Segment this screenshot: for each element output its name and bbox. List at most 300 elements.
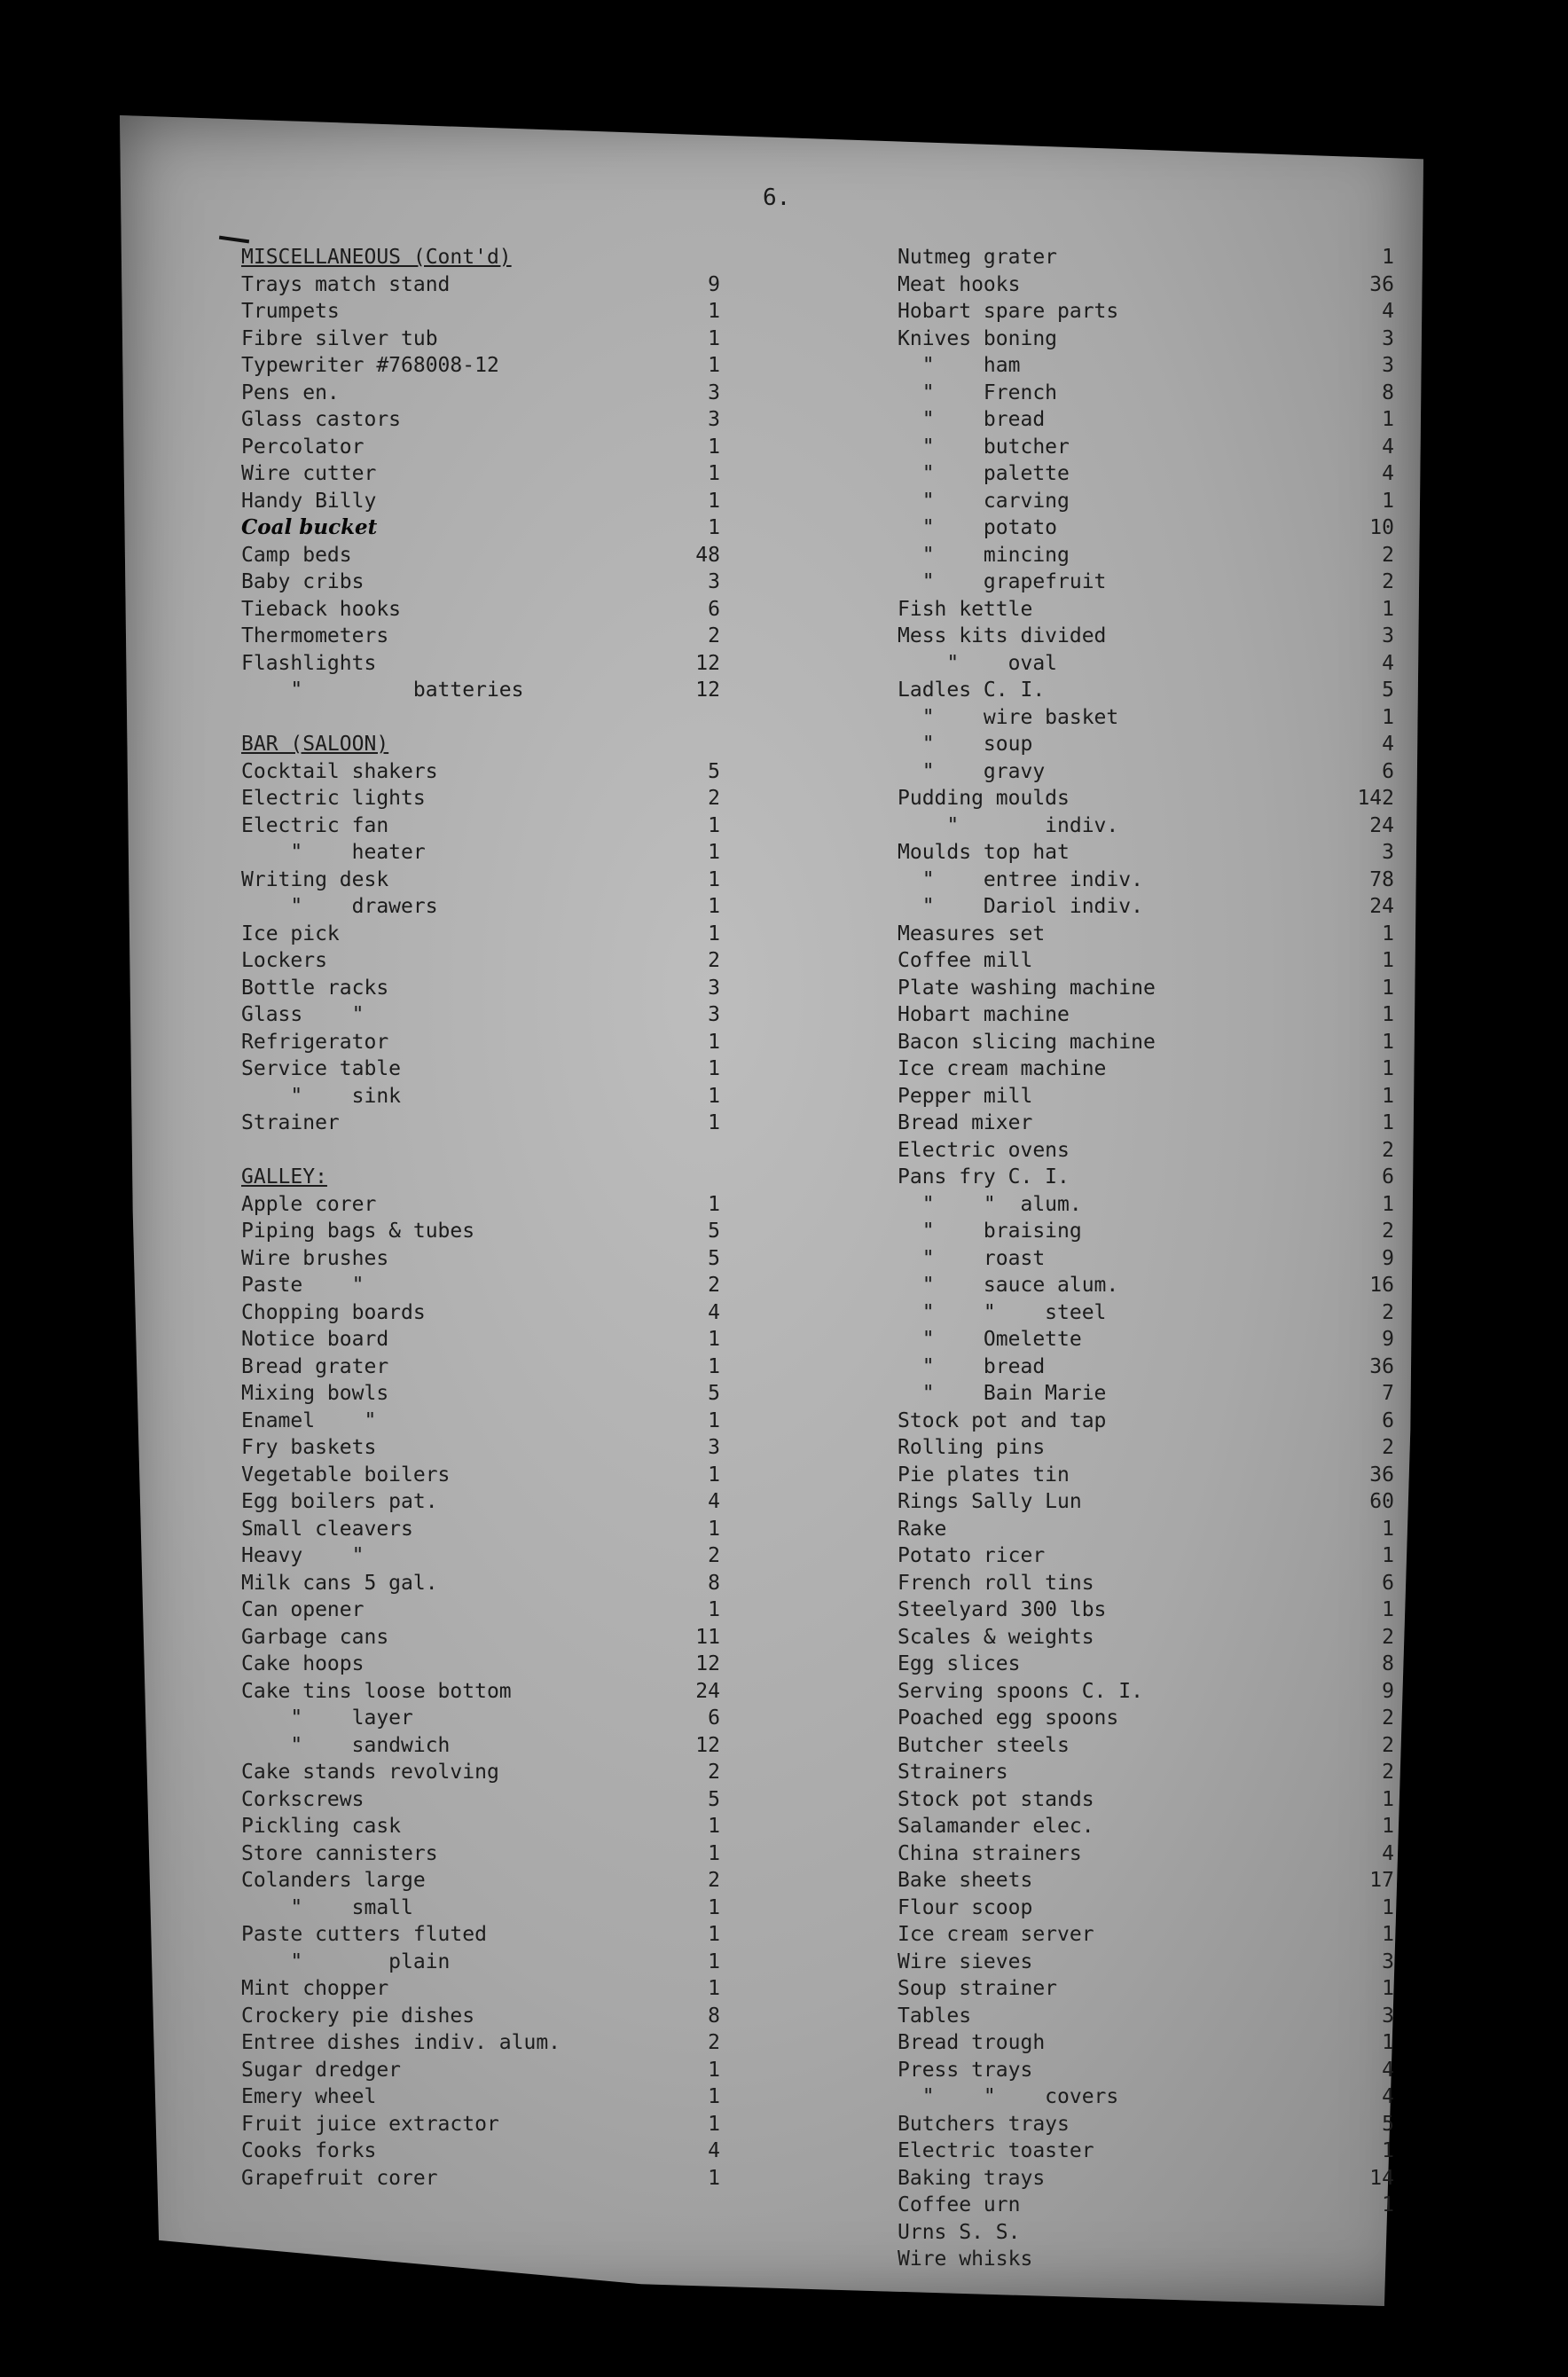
- inventory-row: [241, 514, 720, 542]
- inventory-row: [898, 1272, 1394, 1299]
- item-name: Fish kettle: [898, 597, 1033, 621]
- inventory-row: [241, 1651, 720, 1678]
- item-name: " gravy: [898, 759, 1046, 783]
- item-quantity: 1: [708, 1598, 720, 1621]
- item-name: Coal bucket: [241, 515, 378, 539]
- item-quantity: 48: [695, 543, 720, 567]
- item-name: Tieback hooks: [241, 597, 402, 621]
- item-name: Glass castors: [241, 408, 402, 431]
- item-quantity: 3: [1382, 354, 1394, 377]
- inventory-row: [241, 1678, 720, 1706]
- item-quantity: 4: [1382, 462, 1394, 485]
- item-name: Coffee urn: [898, 2193, 1021, 2216]
- item-quantity: 5: [708, 1246, 720, 1270]
- inventory-row: [898, 677, 1394, 704]
- item-quantity: 1: [1382, 1923, 1394, 1946]
- item-name: Percolator: [241, 435, 365, 459]
- inventory-row: [241, 1462, 720, 1489]
- inventory-row: [241, 1299, 720, 1327]
- item-quantity: 8: [1382, 1652, 1394, 1675]
- inventory-row: [898, 1759, 1394, 1786]
- inventory-row: [241, 758, 720, 786]
- inventory-row: [241, 1326, 720, 1353]
- item-name: Egg boilers pat.: [241, 1490, 438, 1513]
- item-name: " grapefruit: [898, 570, 1107, 593]
- item-name: " bread: [898, 408, 1046, 431]
- item-quantity: 1: [708, 1977, 720, 2000]
- item-name: Ice cream server: [898, 1923, 1094, 1946]
- item-quantity: 6: [1382, 1571, 1394, 1595]
- item-quantity: 4: [708, 1300, 720, 1324]
- item-quantity: 1: [1382, 1517, 1394, 1541]
- inventory-row: [241, 2138, 720, 2165]
- item-quantity: 12: [695, 651, 720, 675]
- item-quantity: 1: [1382, 1192, 1394, 1216]
- item-name: Soup strainer: [898, 1977, 1058, 2000]
- item-quantity: 2: [1382, 1138, 1394, 1162]
- item-name: Salamander elec.: [898, 1815, 1094, 1838]
- item-quantity: 36: [1369, 1354, 1394, 1378]
- item-quantity: 1: [1382, 2031, 1394, 2054]
- inventory-row: [898, 2246, 1394, 2273]
- item-quantity: 4: [1382, 2058, 1394, 2082]
- item-quantity: 1: [708, 2085, 720, 2108]
- item-name: " palette: [898, 462, 1070, 485]
- inventory-row: [898, 596, 1394, 624]
- item-name: Store cannisters: [241, 1841, 438, 1865]
- item-name: Bacon slicing machine: [898, 1030, 1156, 1054]
- item-quantity: 1: [708, 922, 720, 945]
- inventory-row: [241, 1921, 720, 1949]
- item-name: " mincing: [898, 543, 1070, 567]
- item-name: " Dariol indiv.: [898, 895, 1143, 918]
- item-name: Scales & weights: [898, 1625, 1094, 1649]
- item-name: Pudding moulds: [898, 787, 1070, 810]
- inventory-row: [898, 488, 1394, 515]
- inventory-row: [241, 1596, 720, 1624]
- item-name: Electric ovens: [898, 1138, 1070, 1162]
- item-name: Pens en.: [241, 380, 340, 404]
- item-name: " Bain Marie: [898, 1382, 1107, 1405]
- item-name: " Omelette: [898, 1328, 1082, 1351]
- item-quantity: 3: [708, 570, 720, 593]
- inventory-row: [241, 1759, 720, 1786]
- item-name: Press trays: [898, 2058, 1033, 2082]
- inventory-row: [898, 1867, 1394, 1895]
- item-quantity: 2: [1382, 1220, 1394, 1243]
- item-name: Milk cans 5 gal.: [241, 1571, 438, 1595]
- inventory-row: [898, 1895, 1394, 1922]
- inventory-row: [898, 1840, 1394, 1868]
- item-name: Cake stands revolving: [241, 1761, 499, 1784]
- section-heading: GALLEY:: [241, 1165, 327, 1188]
- item-quantity: 12: [695, 1652, 720, 1675]
- inventory-row: [898, 1921, 1394, 1949]
- item-name: Pickling cask: [241, 1815, 402, 1838]
- item-name: Electric fan: [241, 813, 389, 837]
- inventory-row: [241, 1732, 720, 1760]
- inventory-row: [898, 514, 1394, 542]
- item-quantity: 6: [1382, 1408, 1394, 1432]
- inventory-row: [898, 569, 1394, 596]
- item-name: Sugar dredger: [241, 2058, 402, 2082]
- item-quantity: 1: [708, 1408, 720, 1432]
- item-name: Fruit juice extractor: [241, 2112, 499, 2136]
- item-name: Trumpets: [241, 300, 340, 323]
- item-quantity: 3: [708, 1436, 720, 1459]
- inventory-row: [898, 785, 1394, 812]
- inventory-row: [898, 460, 1394, 488]
- item-quantity: 1: [1382, 2139, 1394, 2162]
- inventory-row: [241, 975, 720, 1002]
- inventory-row: [898, 812, 1394, 840]
- section-heading: BAR (SALOON): [241, 733, 389, 756]
- item-name: " oval: [898, 651, 1058, 675]
- item-name: Bake sheets: [898, 1869, 1033, 1892]
- inventory-row: [898, 1516, 1394, 1543]
- item-name: Coffee mill: [898, 949, 1033, 972]
- item-quantity: 10: [1369, 516, 1394, 539]
- inventory-row: [241, 406, 720, 434]
- inventory-row: [898, 1975, 1394, 2003]
- inventory-row: [898, 623, 1394, 650]
- inventory-row: [898, 298, 1394, 326]
- item-quantity: 3: [708, 408, 720, 431]
- item-quantity: [1323, 2219, 1394, 2247]
- item-name: " layer: [241, 1706, 413, 1730]
- item-quantity: 12: [695, 1733, 720, 1757]
- inventory-row: [898, 1137, 1394, 1165]
- item-quantity: 1: [708, 867, 720, 891]
- inventory-row: [241, 1542, 720, 1570]
- inventory-row: [898, 352, 1394, 380]
- inventory-row: [241, 1110, 720, 1137]
- item-quantity: 3: [708, 976, 720, 1000]
- item-name: Rake: [898, 1517, 947, 1541]
- item-name: Fry baskets: [241, 1436, 377, 1459]
- inventory-row: [898, 1245, 1394, 1273]
- right-column: [898, 244, 1394, 2273]
- inventory-row: [241, 569, 720, 596]
- inventory-row: [241, 2111, 720, 2138]
- item-quantity: 1: [708, 1030, 720, 1054]
- item-name: Measures set: [898, 922, 1046, 945]
- inventory-row: [241, 460, 720, 488]
- item-name: " bread: [898, 1354, 1046, 1378]
- item-name: " sandwich: [241, 1733, 451, 1757]
- item-quantity: 5: [708, 1382, 720, 1405]
- item-quantity: 11: [695, 1625, 720, 1649]
- item-quantity: 1: [1382, 489, 1394, 513]
- inventory-row: [898, 704, 1394, 732]
- item-quantity: 1: [1382, 1815, 1394, 1838]
- item-quantity: 9: [1382, 1328, 1394, 1351]
- inventory-row: [898, 271, 1394, 299]
- left-column: [241, 244, 720, 2192]
- inventory-row: [241, 2083, 720, 2111]
- item-quantity: 4: [1382, 300, 1394, 323]
- inventory-row: [898, 1408, 1394, 1435]
- item-name: Nutmeg grater: [898, 246, 1058, 269]
- inventory-row: [898, 1462, 1394, 1489]
- item-quantity: 1: [708, 1517, 720, 1541]
- item-name: Chopping boards: [241, 1300, 426, 1324]
- item-quantity: 1: [708, 1084, 720, 1108]
- inventory-row: [898, 1651, 1394, 1678]
- item-quantity: 1: [1382, 1030, 1394, 1054]
- item-quantity: 1: [1382, 246, 1394, 269]
- item-quantity: 2: [708, 949, 720, 972]
- item-name: Crockery pie dishes: [241, 2004, 475, 2028]
- inventory-row: [898, 1434, 1394, 1462]
- item-quantity: 1: [1382, 1598, 1394, 1621]
- inventory-row: [241, 650, 720, 678]
- item-quantity: 3: [1382, 841, 1394, 864]
- item-quantity: 1: [1382, 1084, 1394, 1108]
- item-name: Tables: [898, 2004, 972, 2028]
- inventory-row: [898, 1732, 1394, 1760]
- item-quantity: 3: [1382, 2004, 1394, 2028]
- item-quantity: 2: [1382, 1436, 1394, 1459]
- inventory-row: [898, 1353, 1394, 1381]
- inventory-row: [898, 1191, 1394, 1219]
- item-name: " small: [241, 1895, 413, 1919]
- item-name: Service table: [241, 1057, 402, 1080]
- inventory-row: [898, 975, 1394, 1002]
- item-quantity: 1: [1382, 1544, 1394, 1567]
- item-name: " wire basket: [898, 705, 1119, 729]
- item-quantity: 3: [708, 1003, 720, 1026]
- inventory-row: [241, 1975, 720, 2003]
- inventory-row: [241, 1191, 720, 1219]
- item-quantity: 1: [1382, 1977, 1394, 2000]
- inventory-row: [241, 1813, 720, 1840]
- inventory-row: [898, 921, 1394, 948]
- inventory-row: [898, 1326, 1394, 1353]
- item-quantity: 1: [708, 435, 720, 459]
- inventory-row: [898, 244, 1394, 271]
- inventory-row: [898, 2111, 1394, 2138]
- item-quantity: 1: [708, 1815, 720, 1838]
- inventory-row: [241, 1949, 720, 1976]
- inventory-row: [241, 542, 720, 569]
- item-name: Cooks forks: [241, 2139, 377, 2162]
- item-quantity: 1: [708, 813, 720, 837]
- inventory-row: [241, 2057, 720, 2084]
- item-name: Potato ricer: [898, 1544, 1046, 1567]
- item-name: Rings Sally Lun: [898, 1490, 1082, 1513]
- inventory-row: [898, 1678, 1394, 1706]
- item-quantity: 4: [1382, 1841, 1394, 1865]
- inventory-row: [241, 1434, 720, 1462]
- item-name: Flashlights: [241, 651, 377, 675]
- inventory-row: [898, 1299, 1394, 1327]
- item-name: Piping bags & tubes: [241, 1220, 475, 1243]
- item-quantity: 1: [708, 489, 720, 513]
- inventory-row: [898, 893, 1394, 921]
- item-name: Paste cutters fluted: [241, 1923, 487, 1946]
- item-quantity: 4: [708, 1490, 720, 1513]
- item-quantity: 4: [708, 2139, 720, 2162]
- item-name: Cake hoops: [241, 1652, 365, 1675]
- item-quantity: 6: [708, 1706, 720, 1730]
- inventory-row: [241, 921, 720, 948]
- item-name: " heater: [241, 841, 426, 864]
- section-heading: MISCELLANEOUS (Cont'd): [241, 246, 512, 269]
- inventory-row: [898, 406, 1394, 434]
- item-quantity: 9: [1382, 1679, 1394, 1703]
- item-quantity: 2: [708, 624, 720, 647]
- item-name: Mess kits divided: [898, 624, 1107, 647]
- item-quantity: 36: [1369, 272, 1394, 296]
- item-name: " entree indiv.: [898, 867, 1143, 891]
- item-quantity: 2: [1382, 1625, 1394, 1649]
- inventory-row: [241, 839, 720, 867]
- item-name: " carving: [898, 489, 1070, 513]
- item-name: " drawers: [241, 895, 438, 918]
- inventory-row: [898, 542, 1394, 569]
- item-quantity: 3: [1382, 1949, 1394, 1973]
- item-quantity: 1: [708, 300, 720, 323]
- inventory-row: [241, 1705, 720, 1732]
- item-name: " sauce alum.: [898, 1274, 1119, 1297]
- item-name: Electric lights: [241, 787, 426, 810]
- item-name: Mint chopper: [241, 1977, 389, 2000]
- inventory-row: [241, 1408, 720, 1435]
- item-quantity: 2: [1382, 543, 1394, 567]
- inventory-row: [898, 2029, 1394, 2057]
- inventory-row: [898, 1218, 1394, 1245]
- item-quantity: 1: [708, 2112, 720, 2136]
- item-quantity: 9: [708, 272, 720, 296]
- item-quantity: 4: [1382, 435, 1394, 459]
- item-quantity: 1: [1382, 1003, 1394, 1026]
- item-quantity: 9: [1382, 1246, 1394, 1270]
- inventory-row: [241, 1570, 720, 1597]
- item-quantity: 4: [1382, 733, 1394, 756]
- item-name: Wire brushes: [241, 1246, 389, 1270]
- item-quantity: 1: [708, 462, 720, 485]
- inventory-row: [898, 1110, 1394, 1137]
- inventory-row: [898, 839, 1394, 867]
- inventory-row: [898, 2219, 1394, 2247]
- item-name: Knives boning: [898, 326, 1058, 350]
- item-name: Writing desk: [241, 867, 389, 891]
- inventory-row: [241, 1055, 720, 1083]
- inventory-row: [241, 488, 720, 515]
- item-name: Stock pot stands: [898, 1787, 1094, 1811]
- inventory-row: [241, 1488, 720, 1516]
- inventory-row: [241, 1272, 720, 1299]
- inventory-row: [241, 352, 720, 380]
- item-quantity: 1: [1382, 2193, 1394, 2216]
- inventory-row: [898, 1949, 1394, 1976]
- item-quantity: 1: [1382, 922, 1394, 945]
- inventory-row: [898, 1786, 1394, 1814]
- item-name: Poached egg spoons: [898, 1706, 1119, 1730]
- item-name: " " alum.: [898, 1192, 1082, 1216]
- item-quantity: [1323, 2246, 1394, 2273]
- item-name: Wire cutter: [241, 462, 377, 485]
- inventory-row: [241, 2003, 720, 2030]
- item-name: Serving spoons C. I.: [898, 1679, 1143, 1703]
- inventory-row: [241, 1867, 720, 1895]
- item-quantity: 17: [1369, 1869, 1394, 1892]
- item-quantity: 7: [1382, 1382, 1394, 1405]
- inventory-row: [241, 1840, 720, 1868]
- item-quantity: 1: [1382, 408, 1394, 431]
- item-quantity: 1: [708, 1841, 720, 1865]
- item-name: Cake tins loose bottom: [241, 1679, 512, 1703]
- item-quantity: 1: [1382, 976, 1394, 1000]
- item-quantity: 1: [708, 1949, 720, 1973]
- item-name: Bottle racks: [241, 976, 389, 1000]
- item-quantity: 2: [1382, 1300, 1394, 1324]
- item-name: Handy Billy: [241, 489, 377, 513]
- inventory-row: [241, 1624, 720, 1651]
- inventory-row: [241, 271, 720, 299]
- inventory-row: [241, 1001, 720, 1029]
- item-name: Camp beds: [241, 543, 352, 567]
- inventory-row: [241, 326, 720, 353]
- item-name: Plate washing machine: [898, 976, 1156, 1000]
- inventory-row: [241, 893, 720, 921]
- item-name: Hobart machine: [898, 1003, 1070, 1026]
- item-name: " " covers: [898, 2085, 1119, 2108]
- item-quantity: 2: [708, 787, 720, 810]
- item-name: Urns S. S.: [898, 2220, 1021, 2244]
- inventory-row: [241, 812, 720, 840]
- item-name: Pie plates tin: [898, 1463, 1070, 1487]
- item-name: " butcher: [898, 435, 1070, 459]
- item-name: Vegetable boilers: [241, 1463, 451, 1487]
- inventory-row: [898, 731, 1394, 758]
- item-name: Emery wheel: [241, 2085, 377, 2108]
- item-name: Grapefruit corer: [241, 2166, 438, 2190]
- item-name: Enamel ": [241, 1408, 377, 1432]
- item-quantity: 1: [708, 841, 720, 864]
- item-quantity: 3: [708, 380, 720, 404]
- item-name: Trays match stand: [241, 272, 451, 296]
- item-name: Can opener: [241, 1598, 365, 1621]
- inventory-row: [898, 1813, 1394, 1840]
- section-gap: [241, 704, 720, 732]
- item-quantity: 2: [1382, 1733, 1394, 1757]
- item-name: Butcher steels: [898, 1733, 1070, 1757]
- item-name: " plain: [241, 1949, 451, 1973]
- inventory-row: [241, 1245, 720, 1273]
- item-quantity: 24: [1369, 895, 1394, 918]
- item-name: " soup: [898, 733, 1033, 756]
- item-name: " roast: [898, 1246, 1046, 1270]
- item-name: Steelyard 300 lbs: [898, 1598, 1107, 1621]
- inventory-row: [898, 1380, 1394, 1408]
- inventory-row: [241, 1380, 720, 1408]
- item-name: Ladles C. I.: [898, 679, 1046, 702]
- item-name: Baby cribs: [241, 570, 365, 593]
- item-name: Small cleavers: [241, 1517, 413, 1541]
- item-quantity: 36: [1369, 1463, 1394, 1487]
- item-name: Entree dishes indiv. alum.: [241, 2031, 561, 2054]
- item-name: Colanders large: [241, 1869, 426, 1892]
- item-quantity: 1: [708, 895, 720, 918]
- item-name: Paste ": [241, 1274, 365, 1297]
- item-quantity: 1: [708, 1328, 720, 1351]
- inventory-row: [898, 1055, 1394, 1083]
- item-quantity: 6: [1382, 1165, 1394, 1188]
- item-quantity: 1: [708, 1463, 720, 1487]
- item-quantity: 5: [1382, 2112, 1394, 2136]
